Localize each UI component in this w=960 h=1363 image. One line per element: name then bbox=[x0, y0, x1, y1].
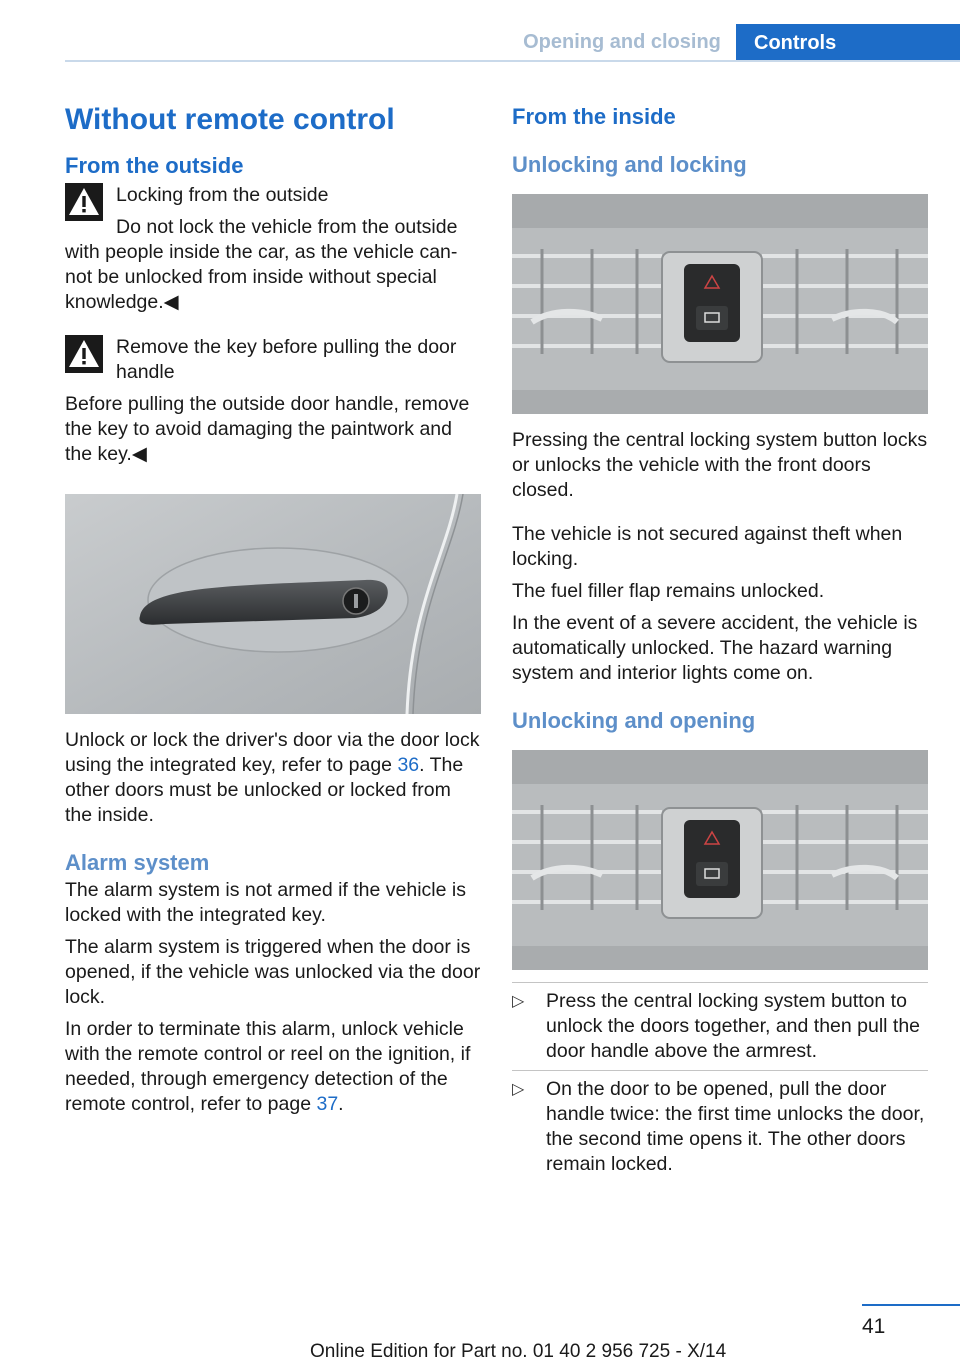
alarm-system-heading: Alarm system bbox=[65, 850, 210, 875]
warning-title: Locking from the outside bbox=[116, 184, 329, 206]
page-ref-36-link[interactable]: 36 bbox=[397, 754, 420, 776]
left-column bbox=[65, 102, 481, 1117]
list-item bbox=[512, 989, 928, 1064]
from-inside-heading: From the inside bbox=[512, 104, 676, 129]
alarm-paragraph-1: The alarm system is not armed if the vehicle is locked with the integrated key. bbox=[65, 879, 466, 926]
bullet-list-container bbox=[512, 982, 928, 1177]
alarm-text-end: . bbox=[338, 1093, 344, 1115]
from-outside-heading: From the outside bbox=[65, 153, 244, 178]
edition-note: Online Edition for Part no. 01 40 2 956 725 - X/14 bbox=[310, 1341, 727, 1362]
fuel-flap-paragraph: The fuel filler flap remains unlocked. bbox=[512, 580, 825, 602]
central-locking-paragraph: Pressing the central locking system button locks or unlocks the vehicle with the front doors closed. bbox=[512, 429, 928, 501]
door-lock-paragraph bbox=[65, 728, 481, 828]
list-item bbox=[512, 1077, 928, 1177]
list-divider bbox=[512, 982, 928, 983]
warning-line: Do not lock the vehicle from the outside bbox=[116, 216, 458, 238]
warning-remove-key bbox=[65, 335, 481, 467]
alarm-text: In order to terminate this alarm, unlock vehicle with the remote control or reel on the ignition, if needed, through emergency detection of the remote control, refer to page bbox=[65, 1018, 471, 1115]
warning-title: Remove the key before pulling the door handle bbox=[116, 336, 457, 383]
accident-paragraph: In the event of a severe accident, the vehicle is automatically unlocked. The hazard warning system and interior lights come on. bbox=[512, 612, 918, 684]
unlocking-locking-heading: Unlocking and locking bbox=[512, 152, 747, 177]
door-lock-text-end: . The other doors must be unlocked or locked from the inside. bbox=[65, 754, 464, 826]
warning-text: Before pulling the outside door handle, remove the key to avoid damaging the paintwork and the key.◀ bbox=[65, 393, 470, 465]
central-locking-button-photo bbox=[512, 194, 928, 414]
triangle-bullet-icon: ▷ bbox=[512, 1081, 525, 1098]
alarm-paragraph-3 bbox=[65, 1017, 481, 1117]
central-locking-button-photo-2 bbox=[512, 750, 928, 970]
list-item-text: On the door to be opened, pull the door handle twice: the first time unlocks the door, the second time opens it. The other doors remain locked. bbox=[546, 1078, 925, 1175]
warning-triangle-icon bbox=[65, 335, 103, 373]
alarm-paragraph-2: The alarm system is triggered when the door is opened, if the vehicle was unlocked via the door lock. bbox=[65, 936, 481, 1008]
door-lock-text: Unlock or lock the driver's door via the door lock using the integrated key, refer to page bbox=[65, 729, 480, 776]
header-rule bbox=[65, 60, 960, 62]
page-title: Without remote control bbox=[65, 103, 395, 136]
chapter-tab[interactable]: Controls bbox=[736, 24, 960, 62]
right-column bbox=[512, 102, 928, 1183]
warning-triangle-icon bbox=[65, 183, 103, 221]
page-ref-37-link[interactable]: 37 bbox=[316, 1093, 339, 1115]
footer-rule bbox=[862, 1304, 960, 1306]
triangle-bullet-icon: ▷ bbox=[512, 993, 525, 1010]
list-divider bbox=[512, 1070, 928, 1071]
page-number: 41 bbox=[862, 1315, 886, 1338]
section-tab[interactable]: Opening and closing bbox=[523, 31, 721, 53]
bullet-list bbox=[512, 1077, 928, 1177]
theft-paragraph: The vehicle is not secured against theft when locking. bbox=[512, 523, 903, 570]
warning-text: with people inside the car, as the vehicle can‐not be unlocked from inside without special knowledge.◀ bbox=[65, 241, 458, 313]
unlocking-opening-heading: Unlocking and opening bbox=[512, 708, 756, 733]
bullet-list bbox=[512, 989, 928, 1064]
list-item-text: Press the central locking system button to unlock the doors together, and then pull the door handle above the armrest. bbox=[546, 990, 921, 1062]
door-handle-photo bbox=[65, 494, 481, 714]
warning-lock-outside bbox=[65, 183, 481, 315]
